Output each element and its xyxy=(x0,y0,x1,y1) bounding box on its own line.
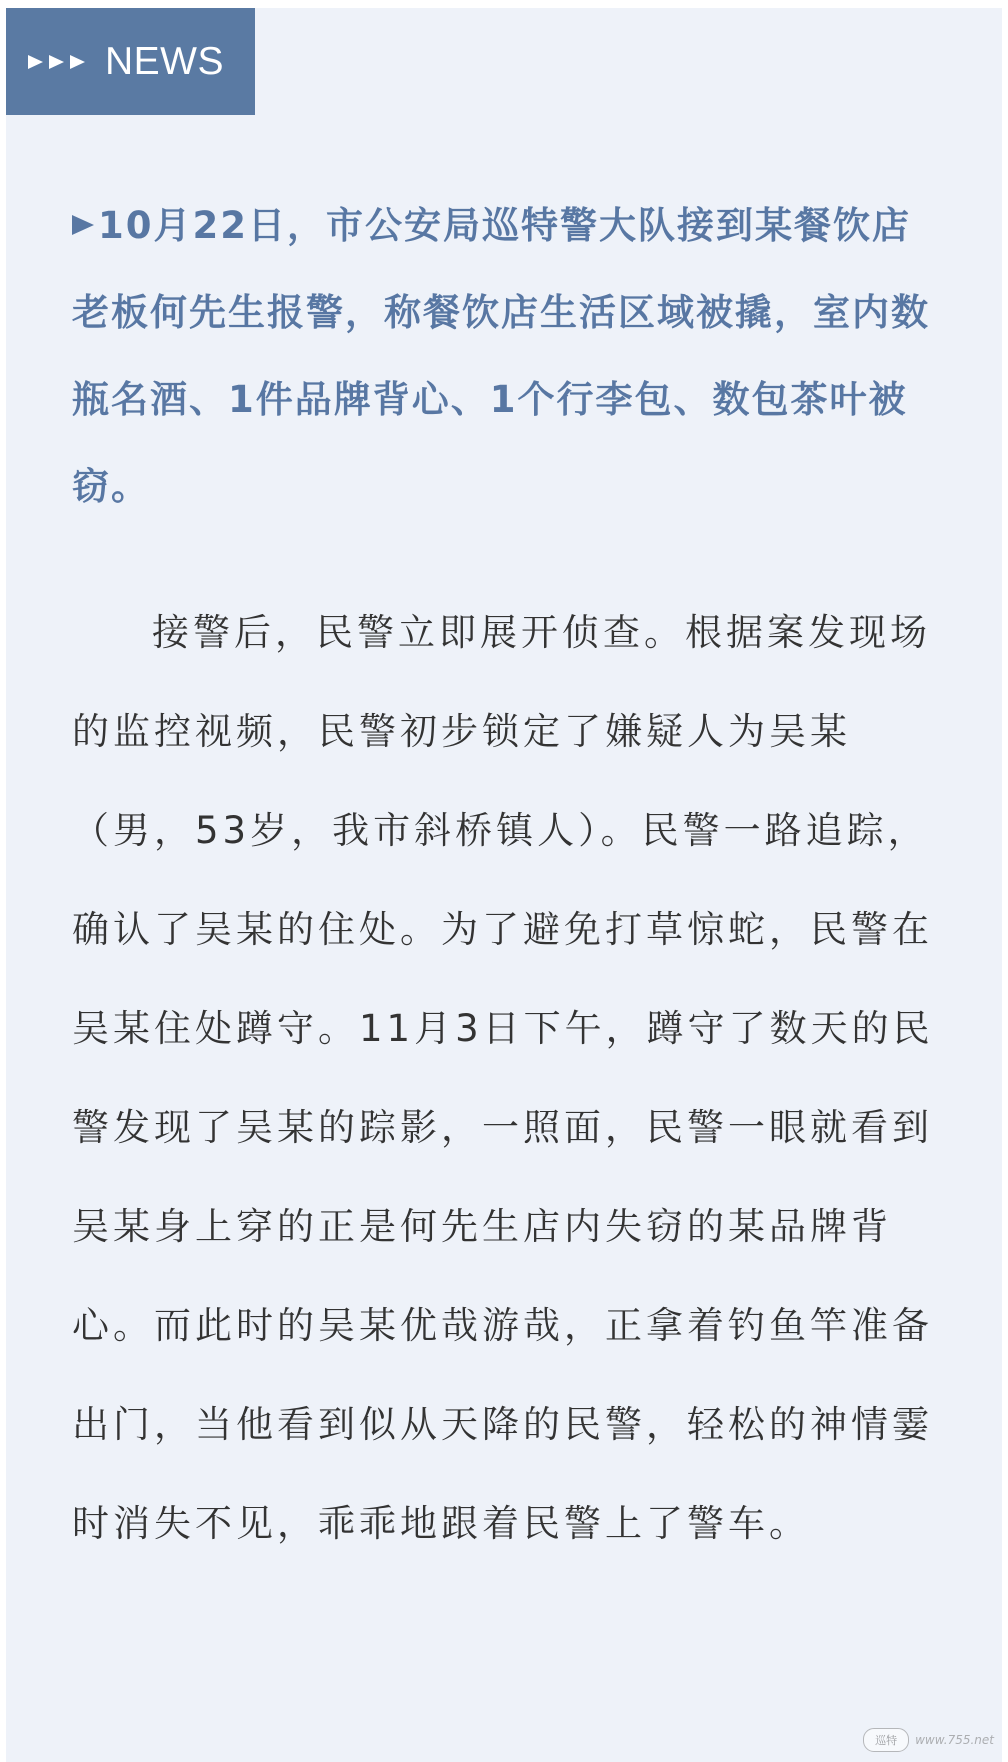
news-tag-label: NEWS xyxy=(105,39,224,83)
watermark-text: www.755.net xyxy=(915,1733,994,1747)
lead-text: 10月22日，市公安局巡特警大队接到某餐饮店老板何先生报警，称餐饮店生活区域被撬，室内数瓶名酒、1件品牌背心、1个行李包、数包茶叶被窃。 xyxy=(72,204,930,508)
triple-right-arrows-icon xyxy=(28,55,91,69)
watermark-logo: 巡特 xyxy=(863,1728,909,1752)
lead-paragraph xyxy=(72,182,942,530)
news-tag xyxy=(6,8,255,115)
body-paragraph: 接警后，民警立即展开侦查。根据案发现场的监控视频，民警初步锁定了嫌疑人为吴某（男，53岁，我市斜桥镇人）。民警一路追踪，确认了吴某的住处。为了避免打草惊蛇，民警在吴某住处蹲守。11月3日下午，蹲守了数天的民警发现了吴某的踪影，一照面，民警一眼就看到吴某身上穿的正是何先生店内失窃的某品牌背心。而此时的吴某优哉游哉，正拿着钓鱼竿准备出门，当他看到似从天降的民警，轻松的神情霎时消失不见，乖乖地跟着民警上了警车。 xyxy=(72,611,934,1545)
watermark xyxy=(863,1728,994,1752)
triangle-right-icon xyxy=(72,215,94,235)
